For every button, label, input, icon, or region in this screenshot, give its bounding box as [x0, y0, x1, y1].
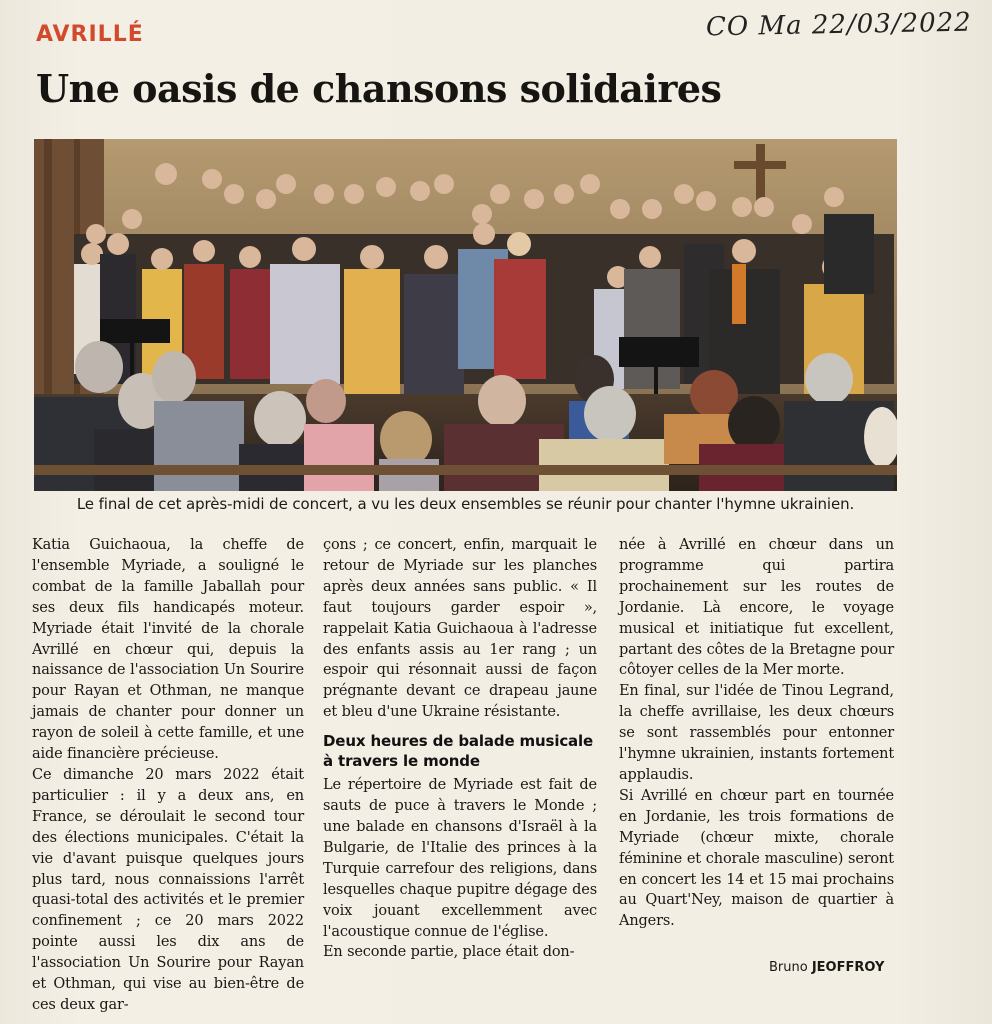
article-headline: Une oasis de chansons solidaires — [36, 66, 722, 111]
photo-caption: Le final de cet après-midi de concert, a vu les deux ensembles se réunir pour chanter l'hymne ukrainien. — [76, 495, 855, 513]
author-first-name: Bruno — [769, 960, 808, 975]
column-2-paragraph: çons ; ce concert, enfin, marquait le retour de Myriade sur les planches après deux années sans public. « Il faut toujours garder espoir », rappelait Katia Guichaoua à l'adresse des enfants assis au 1er rang ; un espoir qui résonnait aussi de façon prégnante devant ce drapeau jaune et bleu d'une Ukraine résistante. — [323, 537, 597, 721]
author-byline — [769, 960, 884, 975]
column-3-paragraph: née à Avrillé en chœur dans un programme qui partira prochainement sur les routes de Jordanie. Là encore, le voyage musical et initiatique fut excellent, partant des côtes de la Bretagne pour côtoyer celles de la Mer morte. — [619, 537, 894, 679]
column-2-paragraph: Le répertoire de Myriade est fait de sauts de puce à travers le Monde ; une balade en chansons d'Israël à la Bulgarie, de l'Italie des princes à la Turquie carrefour des religions, dans lesquelles chaque pupitre dégage des voix jouant excellemment avec l'acoustique connue de l'église. — [323, 777, 597, 940]
handwritten-date-note: CO Ma 22/03/2022 — [705, 7, 972, 43]
choir-photo — [34, 139, 897, 491]
column-2-paragraph: En seconde partie, place était don- — [323, 944, 575, 961]
choir-photo-illustration — [34, 139, 897, 491]
author-last-name: JEOFFROY — [811, 960, 885, 975]
column-3-paragraph: En final, sur l'idée de Tinou Legrand, la cheffe avrillaise, les deux chœurs se sont rassemblés pour entonner l'hymne ukrainien, instants fortement applaudis. — [619, 683, 894, 783]
column-1-paragraph: Katia Guichaoua, la cheffe de l'ensemble Myriade, a souligné le combat de la famille Jaballah pour ses deux fils handicapés moteur. Myriade était l'invité de la chorale Avrillé en chœur qui, depuis la naissance de l'association Un Sourire pour Rayan et Othman, ne manque jamais de chanter pour donner un rayon de soleil à cette famille, et une aide financière précieuse. — [32, 537, 304, 763]
column-1-paragraph: Ce dimanche 20 mars 2022 était particulier : il y a deux ans, en France, se déroulait le second tour des élections municipales. C'était la vie d'avant puisque quelques jours plus tard, nous connaissions l'arrêt quasi-total des activités et le premier confinement ; ce 20 mars 2022 pointe aussi les dix ans de l'association Un Sourire pour Rayan et Othman, qui vise au bien-être de ces deux gar- — [32, 766, 304, 1013]
article-column-3 — [619, 535, 894, 932]
article-column-1 — [32, 535, 304, 1016]
location-kicker: AVRILLÉ — [36, 22, 144, 47]
section-subheading: Deux heures de balade musicale à travers le monde — [323, 732, 594, 771]
column-3-paragraph: Si Avrillé en chœur part en tournée en Jordanie, les trois formations de Myriade (chœur mixte, chorale féminine et chorale masculine) seront en concert les 14 et 15 mai prochains au Quart'Ney, maison de quartier à Angers. — [619, 787, 894, 930]
article-column-2 — [323, 535, 597, 963]
